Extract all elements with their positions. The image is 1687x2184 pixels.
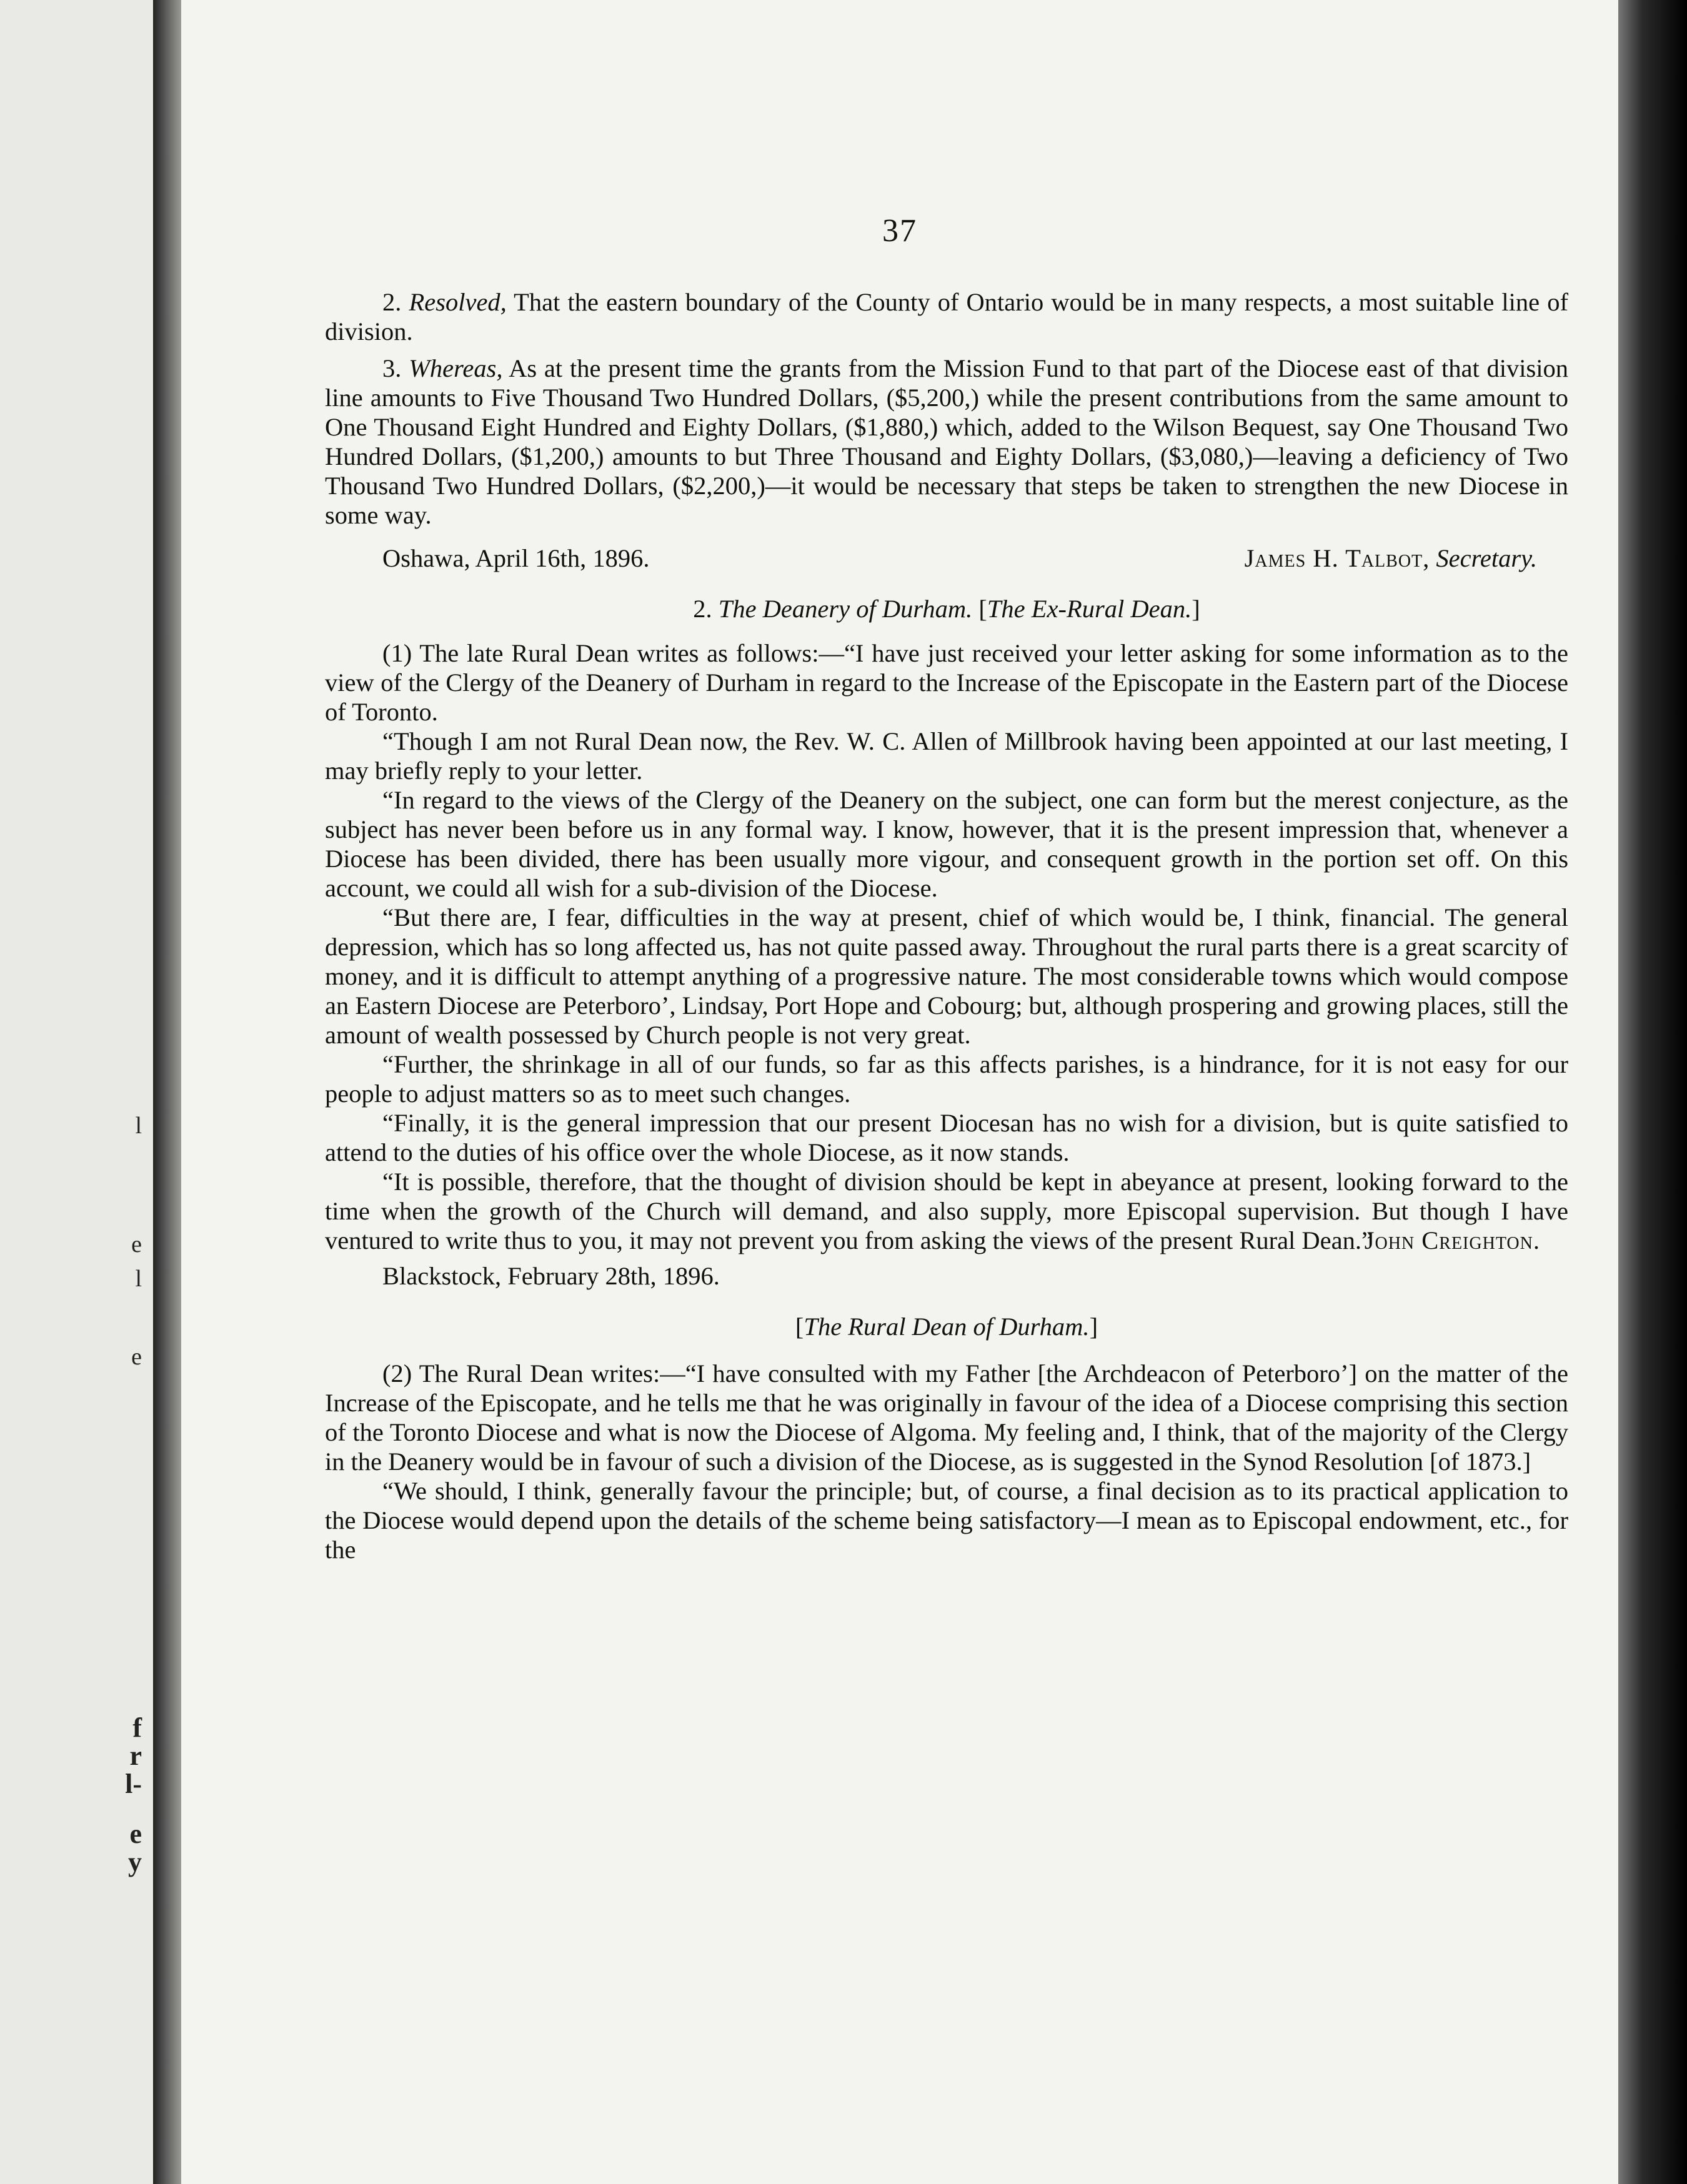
signatory: [1245, 544, 1537, 573]
section-heading-deanery-durham: 2. The Deanery of Durham. [The Ex-Rural Dean.]: [693, 595, 1200, 623]
bleed-letter: r: [129, 1740, 142, 1771]
bleed-letter: e: [131, 1231, 142, 1258]
left-page-edge: [0, 0, 153, 2184]
letter-paragraph: (1) The late Rural Dean writes as follows:—“I have just received your letter asking for some information as to the view of the Clergy of the Deanery of Durham in regard to the Increase of the Episcopate in the Eastern part of the Diocese of Toronto.: [325, 639, 1568, 726]
letter-paragraph: “Finally, it is the general impression that our present Diocesan has no wish for a division, but is quite satisfied to attend to the duties of his office over the whole Diocese, as it now stands.: [325, 1109, 1568, 1166]
resolution-number: 2.: [382, 288, 402, 316]
section-number: 2.: [693, 595, 712, 623]
bleed-letter: l: [135, 1266, 142, 1292]
bleed-letter: l: [135, 1113, 142, 1139]
bleed-letter: l-: [125, 1769, 142, 1799]
resolution-3: [325, 354, 1568, 530]
letter-paragraph: “But there are, I fear, difficulties in the way at present, chief of which would be, I think, financial. The general depression, which has so long affected us, has not quite passed away. Throughout the rural parts there is a great scarcity of money, and it is difficult to attempt anything of a progressive nature. The most considerable towns which would compose an Eastern Diocese are Peterboro’, Lindsay, Port Hope and Cobourg; but, although prospering and growing places, still the amount of wealth possessed by Church people is not very great.: [325, 903, 1568, 1049]
letter-paragraph: “Though I am not Rural Dean now, the Rev. W. C. Allen of Millbrook having been appointed at our last meeting, I may briefly reply to your letter.: [325, 727, 1568, 785]
resolution-text: As at the present time the grants from the Mission Fund to that part of the Diocese east of that division line amounts to Five Thousand Two Hundred Dollars, ($5,200,) while the present contributions from the same amount to One Thousand Eight Hundred and Eighty Dollars, ($1,880,) which, added to the Wilson Bequest, say One Thousand Two Hundred Dollars, ($1,200,) amounts to but Three Thousand and Eighty Dollars, ($3,080,)—leaving a deficiency of Two Thousand Two Hundred Dollars, ($2,200,)—it would be necessary that steps be taken to strengthen the new Diocese in some way.: [325, 354, 1569, 529]
section-title: The Deanery of Durham.: [718, 595, 973, 623]
place-date: Oshawa, April 16th, 1896.: [382, 544, 650, 572]
resolution-2: [325, 287, 1568, 346]
resolution-keyword: Whereas,: [409, 354, 503, 382]
section-subtitle: The Ex-Rural Dean.: [987, 595, 1192, 623]
bleed-letter: y: [128, 1847, 142, 1877]
resolution-text: That the eastern boundary of the County of Ontario would be in many respects, a most suitable line of division.: [325, 288, 1568, 345]
signatory-title: Secretary.: [1436, 544, 1537, 572]
resolution-number: 3.: [382, 354, 402, 382]
letter-closing-paragraph: [325, 1167, 1568, 1255]
bleed-letter: e: [131, 1344, 142, 1370]
section-title: The Rural Dean of Durham.: [804, 1313, 1090, 1341]
page-number: 37: [882, 213, 917, 249]
letter-paragraph: “Further, the shrinkage in all of our funds, so far as this affects parishes, is a hindrance, for it is not easy for our people to adjust matters so as to meet such changes.: [325, 1050, 1568, 1108]
signatory-name: James H. Talbot,: [1244, 544, 1430, 572]
signatory-name: John Creighton.: [1364, 1226, 1540, 1254]
letter-paragraph-text: “It is possible, therefore, that the thought of division should be kept in abeyance at present, looking forward to the time when the growth of the Church will demand, and also supply, more Episcopal supervision. But though I have ventured to write thus to you, it may not prevent you from asking the views of the present Rural Dean.”: [325, 1168, 1568, 1254]
secretary-signature: [325, 544, 1568, 573]
facing-page-bleed-text: [0, 0, 153, 2184]
document-page: [181, 0, 1618, 2184]
right-page-edge: [1618, 0, 1687, 2184]
bleed-letter: f: [132, 1712, 142, 1743]
book-gutter: [153, 0, 181, 2184]
letter-paragraph: “We should, I think, generally favour the principle; but, of course, a final decision as to its practical application to the Diocese would depend upon the details of the scheme being satisfactory—I mean as to Episcopal endowment, etc., for the: [325, 1477, 1568, 1564]
page-text: [325, 206, 1568, 1564]
section-heading-rural-dean: [The Rural Dean of Durham.]: [795, 1313, 1098, 1341]
bleed-letter: e: [129, 1819, 142, 1849]
letter-paragraph: (2) The Rural Dean writes:—“I have consulted with my Father [the Archdeacon of Peterboro’] on the matter of the Increase of the Episcopate, and he tells me that he was originally in favour of the idea of a Diocese comprising this section of the Toronto Diocese and what is now the Diocese of Algoma. My feeling and, I think, that of the majority of the Clergy in the Deanery would be in favour of such a division of the Diocese, as is suggested in the Synod Resolution [of 1873.]: [325, 1359, 1568, 1476]
resolution-keyword: Resolved,: [409, 288, 507, 316]
letter-paragraph: “In regard to the views of the Clergy of the Deanery on the subject, one can form but the merest conjecture, as the subject has never been before us in any formal way. I know, however, that it is the present impression that, whenever a Diocese has been divided, there has been usually more vigour, and consequent growth in the portion set off. On this account, we could all wish for a sub-division of the Diocese.: [325, 786, 1568, 902]
place-date: Blackstock, February 28th, 1896.: [382, 1262, 720, 1290]
